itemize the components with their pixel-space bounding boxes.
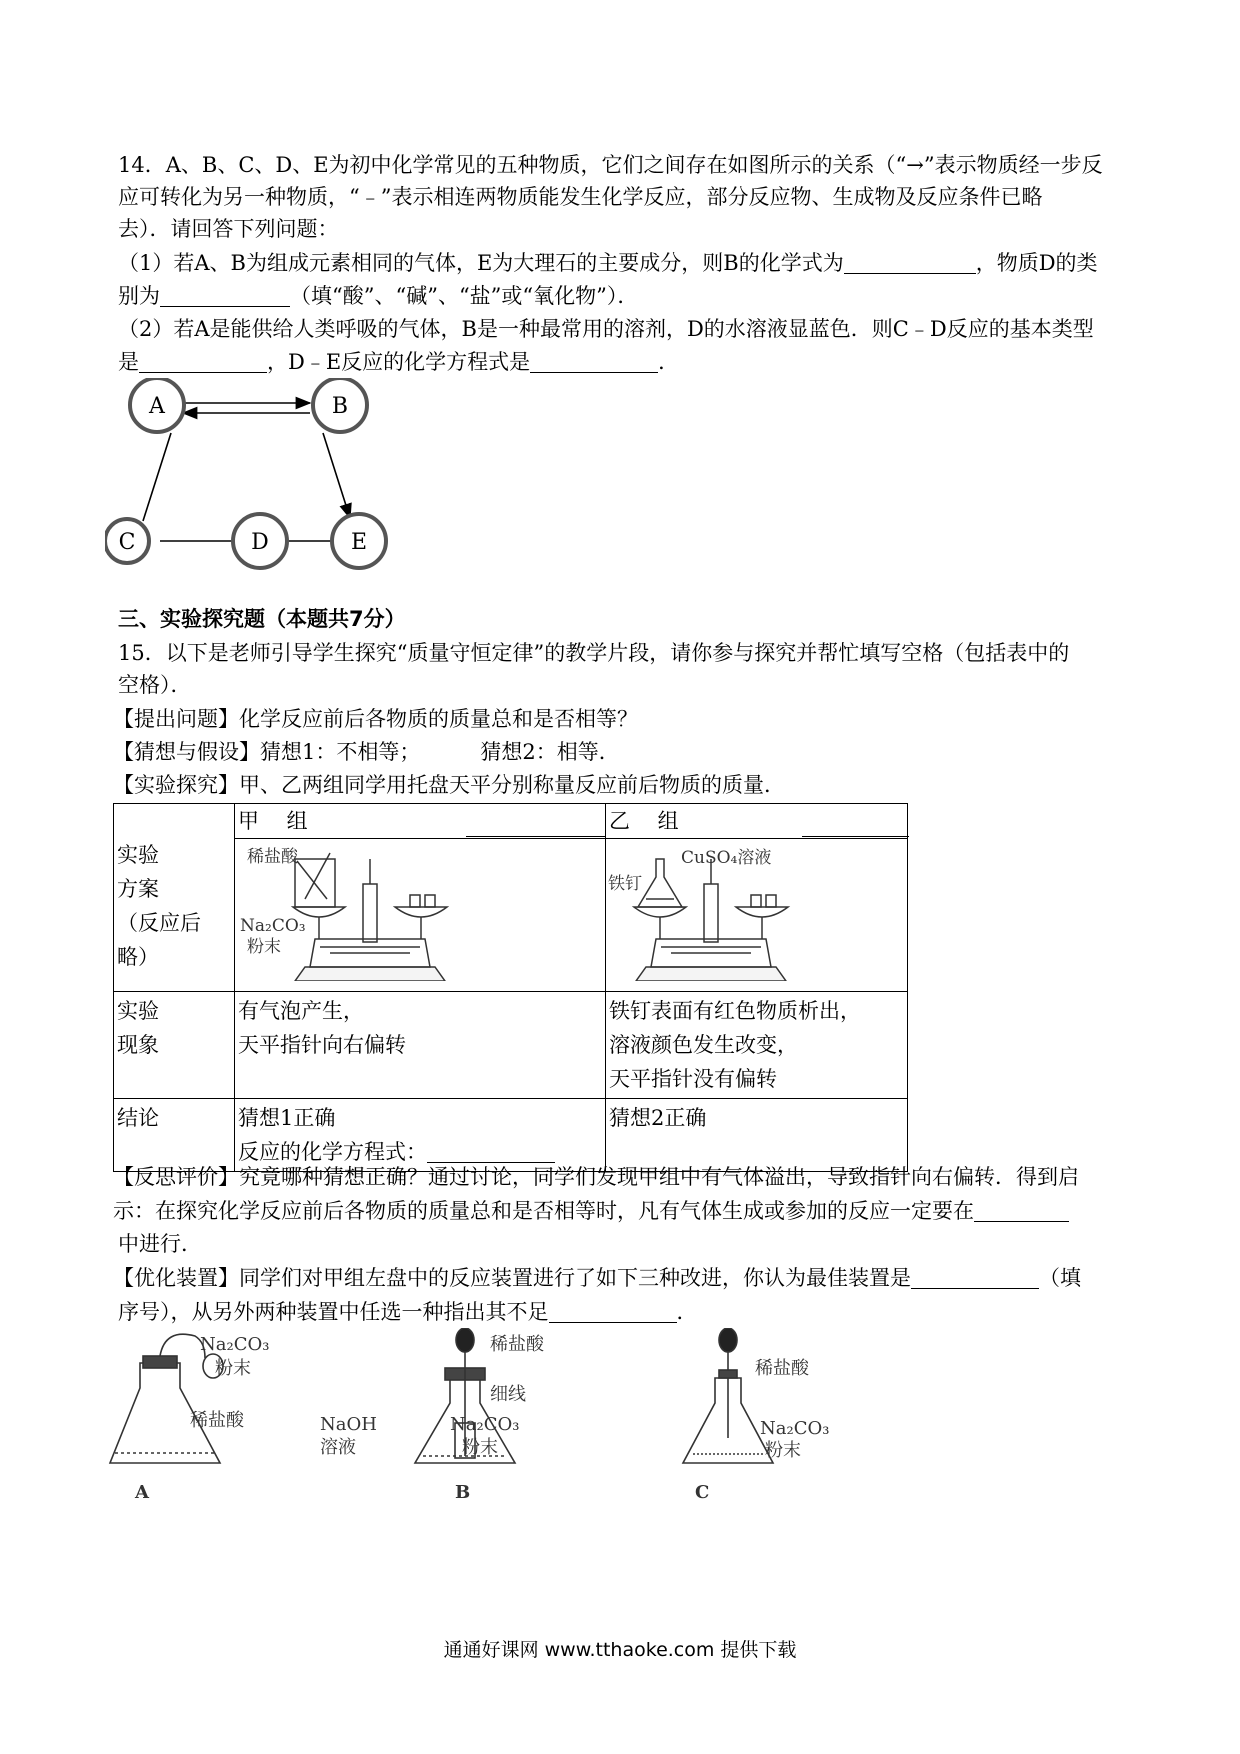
q14-part2-cont bbox=[118, 345, 1128, 379]
answer-blank[interactable] bbox=[139, 350, 267, 373]
label-text: 方案 bbox=[117, 877, 159, 901]
q15-line1: 15．以下是老师引导学生探究“质量守恒定律”的教学片段，请你参与探究并帮忙填写空格（包括表中的 bbox=[118, 641, 1070, 665]
apparatus-c-na2co3: Na₂CO₃ bbox=[760, 1418, 830, 1439]
cell-text: 天平指针没有偏转 bbox=[609, 1067, 777, 1091]
group-a-title: 甲 组 bbox=[238, 809, 308, 833]
group-b-header bbox=[606, 804, 908, 839]
experiment-table bbox=[113, 803, 908, 1172]
hypothesis-2: 猜想2：相等． bbox=[480, 740, 620, 764]
node-d-label: D bbox=[251, 530, 269, 555]
answer-blank[interactable] bbox=[911, 1266, 1039, 1289]
optimize-text: ． bbox=[676, 1300, 698, 1324]
q14-part2-text: ，D﹣E反应的化学方程式是 bbox=[267, 350, 531, 374]
q14-part2: （2）若A是能供给人类呼吸的气体，B是一种最常用的溶剂，D的水溶液显蓝色．则C﹣D反应的基本类型 bbox=[118, 317, 1094, 341]
answer-blank[interactable] bbox=[549, 1300, 677, 1323]
q14-part1-cont bbox=[118, 279, 1128, 313]
apparatus-b-solution: 溶液 bbox=[320, 1437, 356, 1458]
optimize-line2 bbox=[118, 1295, 1128, 1329]
optimize-text: 序号），从另外两种装置中任选一种指出其不足 bbox=[118, 1300, 549, 1324]
q15-line2: 空格）． bbox=[118, 673, 192, 697]
node-a-label: A bbox=[149, 394, 165, 419]
optimize-line1 bbox=[113, 1261, 1123, 1295]
q14-part1-text: （1）若A、B为组成元素相同的气体，E为大理石的主要成分，则B的化学式为 bbox=[118, 251, 844, 275]
row-label-phenomenon bbox=[114, 992, 235, 1099]
label-text: 实验 bbox=[117, 843, 159, 867]
apparatus-b-na2co3: Na₂CO₃ bbox=[450, 1414, 520, 1435]
q14-part1-text: ，物质D的类 bbox=[975, 251, 1098, 275]
apparatus-illustrations bbox=[105, 1328, 835, 1503]
cell-text: 猜想2正确 bbox=[609, 1106, 707, 1130]
label-na2co3: Na₂CO₃ bbox=[240, 916, 306, 936]
apparatus-c-powder: 粉末 bbox=[765, 1440, 801, 1461]
q14-part2-text: ． bbox=[658, 350, 680, 374]
cell-text: 铁钉表面有红色物质析出， bbox=[609, 999, 861, 1023]
q14-line1: 14．A、B、C、D、E为初中化学常见的五种物质，它们之间存在如图所示的关系（“→”表示物质经一步反 bbox=[118, 153, 1103, 177]
cell-text: 溶液颜色发生改变， bbox=[609, 1033, 798, 1057]
footer-credit: 通通好课网 www.tthaoke.com 提供下载 bbox=[443, 1639, 797, 1661]
section-heading: 三、实验探究题（本题共7分） bbox=[118, 607, 406, 631]
apparatus-b-label: B bbox=[455, 1482, 471, 1503]
q15-hypothesis bbox=[113, 735, 1123, 769]
edge-a-c bbox=[143, 433, 171, 521]
apparatus-b-acid: 稀盐酸 bbox=[490, 1334, 544, 1355]
cell-text: 猜想1正确 bbox=[238, 1106, 336, 1130]
cell-text: 天平指针向右偏转 bbox=[238, 1033, 406, 1057]
label-text: 实验 bbox=[117, 999, 159, 1023]
balance-a-illustration bbox=[235, 839, 599, 981]
cell-text: 反应的化学方程式： bbox=[238, 1140, 427, 1164]
apparatus-b-powder: 粉末 bbox=[462, 1437, 498, 1458]
reflect-line2 bbox=[113, 1194, 1123, 1228]
table-row bbox=[114, 992, 908, 1099]
label-text: 现象 bbox=[117, 1033, 159, 1057]
q14-part1-text: 别为 bbox=[118, 284, 160, 308]
group-b-phenomenon bbox=[606, 992, 908, 1099]
apparatus-a-na2co3: Na₂CO₃ bbox=[200, 1334, 270, 1355]
q14-part1 bbox=[118, 246, 1128, 280]
apparatus-a-label: A bbox=[135, 1482, 149, 1503]
row-label-scheme bbox=[114, 804, 235, 992]
group-a-image bbox=[235, 839, 606, 992]
node-b-label: B bbox=[331, 394, 349, 419]
apparatus-b-thread: 细线 bbox=[490, 1384, 526, 1405]
reflect-text: 示：在探究化学反应前后各物质的质量总和是否相等时，凡有气体生成或参加的反应一定要在 bbox=[113, 1199, 974, 1223]
apparatus-b-naoh: NaOH bbox=[320, 1414, 377, 1435]
node-e-label: E bbox=[350, 530, 368, 555]
apparatus-a-acid: 稀盐酸 bbox=[190, 1410, 244, 1431]
label-powder: 粉末 bbox=[247, 937, 281, 957]
group-b-image bbox=[606, 839, 908, 992]
label-nail: 铁钉 bbox=[608, 874, 642, 894]
apparatus-c-acid: 稀盐酸 bbox=[755, 1358, 809, 1379]
answer-blank[interactable] bbox=[530, 350, 658, 373]
label-text: （反应后略） bbox=[117, 911, 201, 969]
answer-blank[interactable] bbox=[160, 284, 290, 307]
q14-line2: 应可转化为另一种物质，“﹣”表示相连两物质能发生化学反应，部分反应物、生成物及反应条件已略 bbox=[118, 185, 1043, 209]
optimize-text: （填 bbox=[1039, 1266, 1081, 1290]
balance-b-illustration bbox=[606, 839, 901, 981]
relationship-diagram bbox=[105, 378, 410, 573]
group-b-title: 乙 组 bbox=[609, 809, 679, 833]
edge-b-e bbox=[323, 433, 350, 518]
table-row bbox=[114, 804, 908, 839]
q15-problem: 【提出问题】化学反应前后各物质的质量总和是否相等？ bbox=[113, 707, 638, 731]
answer-blank[interactable] bbox=[974, 1199, 1069, 1222]
node-c-label: C bbox=[118, 530, 136, 555]
label-acid: 稀盐酸 bbox=[247, 847, 298, 867]
optimize-text: 【优化装置】同学们对甲组左盘中的反应装置进行了如下三种改进，你认为最佳装置是 bbox=[113, 1266, 911, 1290]
group-a-phenomenon bbox=[235, 992, 606, 1099]
cell-text: 有气泡产生， bbox=[238, 999, 364, 1023]
q14-line3: 去）．请回答下列问题： bbox=[118, 217, 339, 241]
reflect-line1: 【反思评价】究竟哪种猜想正确？通过讨论，同学们发现甲组中有气体溢出，导致指针向右偏转．得到启 bbox=[113, 1165, 1079, 1189]
label-cuso4: CuSO₄溶液 bbox=[681, 848, 772, 868]
q15-explore: 【实验探究】甲、乙两组同学用托盘天平分别称量反应前后物质的质量． bbox=[113, 773, 785, 797]
q14-part2-text: 是 bbox=[118, 350, 139, 374]
reflect-line3: 中进行． bbox=[118, 1232, 202, 1256]
apparatus-a-powder: 粉末 bbox=[215, 1358, 251, 1379]
apparatus-c-label: C bbox=[695, 1482, 710, 1503]
answer-blank[interactable] bbox=[844, 251, 976, 274]
hypothesis-1: 【猜想与假设】猜想1：不相等； bbox=[113, 740, 421, 764]
group-a-header bbox=[235, 804, 606, 839]
label-text: 结论 bbox=[117, 1106, 159, 1130]
q14-part1-text: （填“酸”、“碱”、“盐”或“氧化物”）． bbox=[290, 284, 639, 308]
